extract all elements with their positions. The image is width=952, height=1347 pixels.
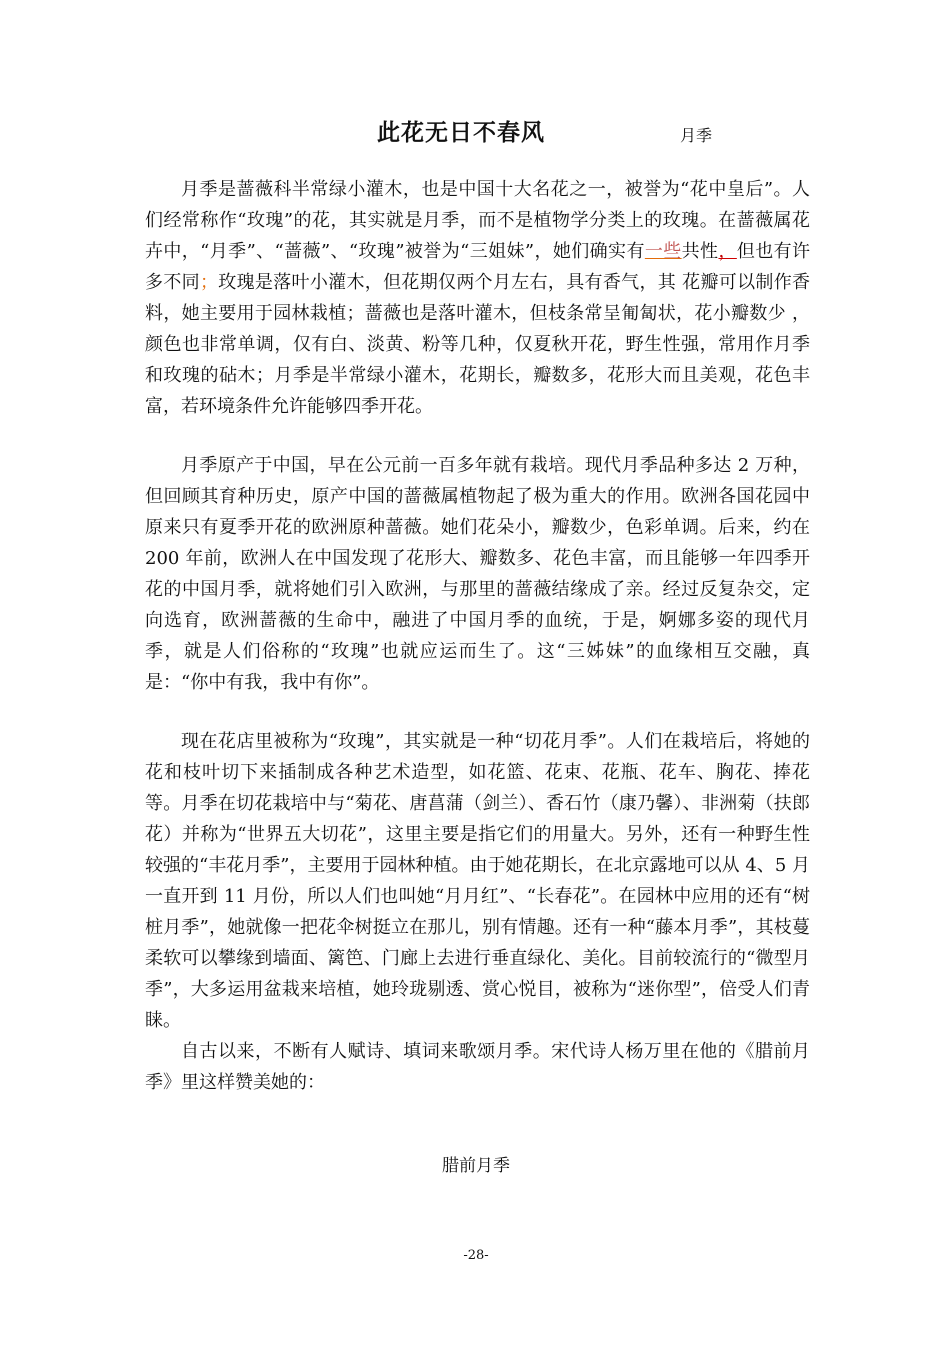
spellcheck-underline-2: ， [718,241,737,262]
page-number: -28- [463,1248,489,1263]
poem-title: 腊前月季 [442,1156,510,1176]
paragraph-1-text-b: 共性 [681,241,719,262]
grammar-mark: ； [199,272,218,293]
page-title: 此花无日不春风 [377,120,545,146]
paragraph-1-text-d: 玫瑰是落叶小灌木，但花期仅两个月左右，具有香气，其 花瓣可以制作香料，她主要用于园林栽植；蔷薇也是落叶灌木，但枝条常呈匍匐状，花小瓣数少 ，颜色也非常单调，仅有白、淡黄、粉等几种，仅夏秋开花，野生性强，常用作月季和玫瑰的砧木；月季是半常绿小灌木，花期长，瓣数多，花形大而且美观，花色丰富，若环境条件允许能够四季开花。 [145,272,811,417]
title-note: 月季 [680,126,713,145]
spellcheck-underline-1: 一些 [644,241,682,262]
paragraph-4: 自古以来，不断有人赋诗、填词来歌颂月季。宋代诗人杨万里在他的《腊前月季》里这样赞美她的： [145,1041,810,1093]
paragraph-1-text-a: 月季是蔷薇科半常绿小灌木，也是中国十大名花之一，被誉为“花中皇后”。人们经常称作“玫瑰”的花，其实就是月季，而不是植物学分类上的玫瑰。在蔷薇属花卉中，“月季”、“蔷薇”、“玫瑰”被誉为“三姐妹”，她们确实有 [145,179,810,262]
article-body [145,174,810,1098]
paragraph-1-text-c: 但也有许多不同 [145,241,811,293]
paragraph-1 [145,174,810,422]
paragraph-2: 月季原产于中国，早在公元前一百多年就有栽培。现代月季品种多达 2 万种，但回顾其育种历史，原产中国的蔷薇属植物起了极为重大的作用。欧洲各国花园中原来只有夏季开花的欧洲原种蔷薇。她们花朵小，瓣数少，色彩单调。后来，约在 200 年前，欧洲人在中国发现了花形大、瓣数多、花色丰富，而且能够一年四季开花的中国月季，就将她们引入欧洲，与那里的蔷薇结缘成了亲。经过反复杂交，定向选育，欧洲蔷薇的生命中，融进了中国月季的血统，于是，婀娜多姿的现代月季，就是人们俗称的“玫瑰”也就应运而生了。这“三姊妹”的血缘相互交融，真是：“你中有我，我中有你”。 [145,455,810,693]
paragraph-3: 现在花店里被称为“玫瑰”，其实就是一种“切花月季”。人们在栽培后，将她的花和枝叶切下来插制成各种艺术造型，如花篮、花束、花瓶、花车、胸花、捧花等。月季在切花栽培中与“菊花、唐菖蒲（剑兰）、香石竹（康乃馨）、非洲菊（扶郎花）并称为“世界五大切花”，这里主要是指它们的用量大。另外，还有一种野生性较强的“丰花月季”，主要用于园林种植。由于她花期长，在北京露地可以从 4、5 月一直开到 11 月份，所以人们也叫她“月月红”、“长春花”。在园林中应用的还有“树桩月季”，她就像一把花伞树挺立在那儿，别有情趣。还有一种“藤本月季”，其枝蔓柔软可以攀缘到墙面、篱笆、门廊上去进行垂直绿化、美化。目前较流行的“微型月季”，大多运用盆栽来培植，她玲珑剔透、赏心悦目，被称为“迷你型”，倍受人们青睐。 [145,731,810,1031]
